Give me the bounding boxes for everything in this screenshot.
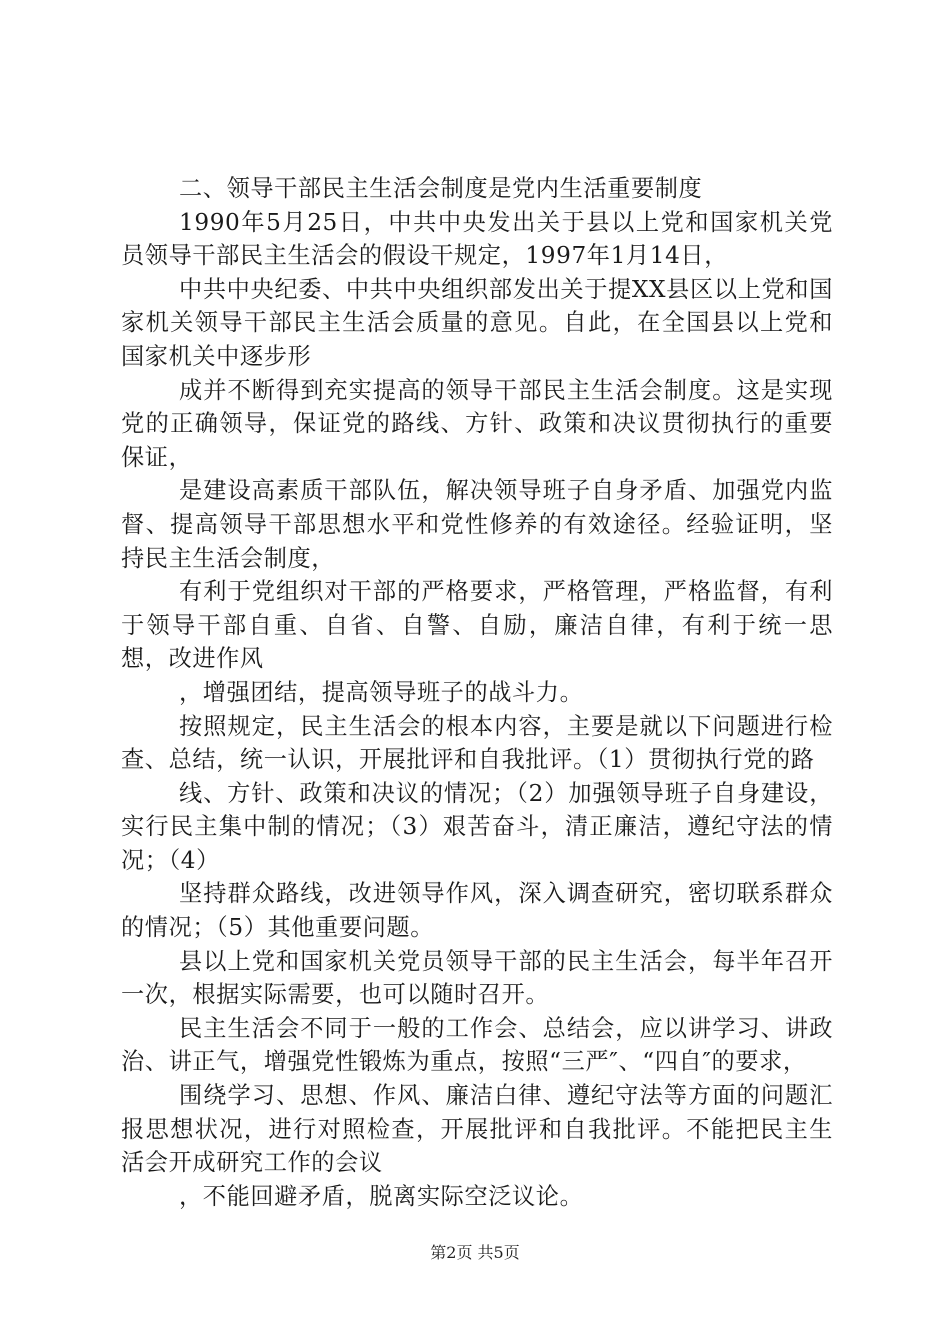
section-heading: 二、领导干部民主生活会制度是党内生活重要制度 bbox=[179, 175, 703, 202]
page-footer bbox=[0, 1243, 950, 1263]
paragraph: 1990年5月25日，中共中央发出关于县以上党和国家机关党员领导干部民主生活会的假设干规定，1997年1月14日， bbox=[121, 208, 833, 270]
paragraph: 按照规定，民主生活会的根本内容，主要是就以下问题进行检查、总结，统一认识，开展批评和自我批评。（1）贯彻执行党的路 bbox=[121, 712, 833, 774]
paragraph: 县以上党和国家机关党员领导干部的民主生活会，每半年召开一次，根据实际需要，也可以随时召开。 bbox=[121, 947, 833, 1009]
paragraph: 线、方针、政策和决议的情况；（2）加强领导班子自身建设，实行民主集中制的情况；（3）艰苦奋斗，清正廉洁，遵纪守法的情况；（4） bbox=[121, 779, 833, 874]
paragraph: ，增强团结，提高领导班子的战斗力。 bbox=[179, 678, 584, 706]
paragraph: 有利于党组织对干部的严格要求，严格管理，严格监督，有利于领导干部自重、自省、自警、自励，廉洁自律，有利于统一思想，改进作风 bbox=[121, 578, 833, 673]
paragraph: 成并不断得到充实提高的领导干部民主生活会制度。这是实现党的正确领导，保证党的路线、方针、政策和决议贯彻执行的重要保证， bbox=[121, 376, 833, 471]
paragraph: 是建设高素质干部队伍，解决领导班子自身矛盾、加强党内监督、提高领导干部思想水平和党性修养的有效途径。经验证明，坚持民主生活会制度， bbox=[121, 477, 833, 572]
document-body bbox=[121, 172, 833, 1213]
paragraph: 坚持群众路线，改进领导作风，深入调查研究，密切联系群众的情况；（5）其他重要问题。 bbox=[121, 880, 833, 942]
paragraph: ，不能回避矛盾，脱离实际空泛议论。 bbox=[179, 1182, 584, 1210]
paragraph: 围绕学习、思想、作风、廉洁白律、遵纪守法等方面的问题汇报思想状况，进行对照检查，开展批评和自我批评。不能把民主生活会开成研究工作的会议 bbox=[121, 1082, 833, 1177]
paragraph: 中共中央纪委、中共中央组织部发出关于提XX县区以上党和国家机关领导干部民主生活会质量的意见。自此，在全国县以上党和国家机关中逐步形 bbox=[121, 275, 833, 370]
paragraph: 民主生活会不同于一般的工作会、总结会，应以讲学习、讲政治、讲正气，增强党性锻炼为重点，按照“三严″、“四自″的要求， bbox=[121, 1014, 833, 1076]
page-number-label: 第2页 共5页 bbox=[430, 1243, 520, 1262]
